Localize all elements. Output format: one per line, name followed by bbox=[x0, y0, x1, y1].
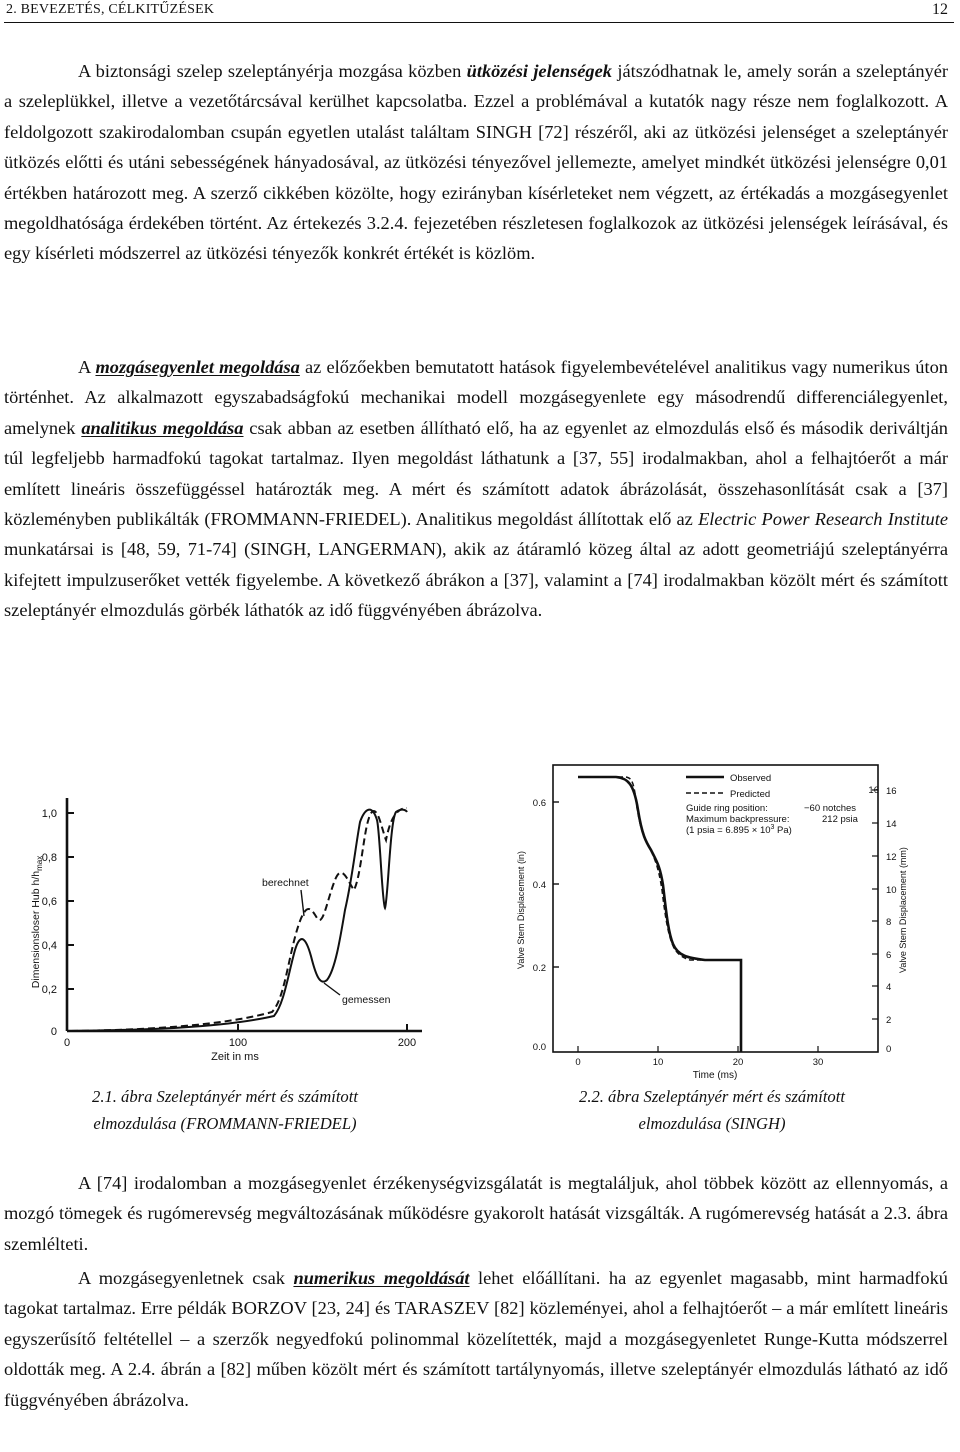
header-rule bbox=[4, 22, 954, 23]
y-tick-label-left: 0.4 bbox=[532, 880, 546, 891]
x-tick-label: 30 bbox=[812, 1057, 824, 1068]
x-tick-label: 0 bbox=[63, 1037, 71, 1049]
y-tick-label-right: 0 bbox=[886, 1044, 892, 1055]
predicted-curve bbox=[578, 777, 701, 960]
figure2-caption-line1: 2.2. ábra Szeleptányér mért és számított bbox=[579, 1087, 845, 1106]
unit-conversion: (1 psia = $6.895 \times 10^3$ Pa) bbox=[686, 824, 792, 836]
figure-frommann-friedel bbox=[22, 790, 432, 1070]
y-axis-label-right: Valve Stem Displacement (mm) bbox=[898, 847, 908, 973]
paragraph-collision bbox=[4, 56, 948, 269]
x-axis-label: Zeit in ms bbox=[211, 1051, 259, 1063]
y-tick-label-right: 4 bbox=[886, 982, 892, 993]
y-tick-label-right: 8 bbox=[886, 917, 892, 928]
y-tick-label-right: 16 bbox=[886, 786, 897, 797]
paragraph4-text-c: lehet előállítani. ha az egyenlet magasabb, mint harmadfokú tagokat tartalmaz. Erre példák BORZOV [23, 24] és TARASZEV [82] közleményei, ahol a felhajtóerőt – a már említett lineáris egyszerűsítő feltétellel – a szerzők negyedfokú polinommal közelítették, majd a mozgásegyenletet Runge-Kutta módszerrel oldották meg. A 2.4. ábrán a [82] műben közölt mért és számított tartálynyomás, illetve szeleptányér elmozdulás látható az idő függvényében ábrázolva. bbox=[4, 1268, 948, 1410]
figure1-caption bbox=[0, 1083, 450, 1137]
legend-predicted: Predicted bbox=[730, 789, 771, 800]
y-tick-label: 0 bbox=[50, 1026, 57, 1038]
paragraph1-emphasis: ütközési jelenségek bbox=[466, 61, 612, 81]
label-calculated: berechnet bbox=[262, 877, 309, 889]
figure2-caption-line2: elmozdulása (SINGH) bbox=[638, 1114, 786, 1133]
y-tick-label: 0,6 bbox=[41, 896, 57, 908]
figure1-caption-line2: elmozdulása (FROMMANN-FRIEDEL) bbox=[93, 1114, 357, 1133]
guide-ring-value: −60 notches bbox=[804, 803, 857, 814]
x-tick-label: 10 bbox=[652, 1057, 664, 1068]
paragraph2-text-g: munkatársai is [48, 59, 71-74] (SINGH, LANGERMAN), akik az átáramló közeg által az adott geometriájú szeleptányérra kifejtett impulzuserőket vették figyelembe. A következő ábrákon a [37], valamint a [74] irodalmakban közölt mért és számított szeleptányér elmozdulás görbék láthatók az idő függvényében ábrázolva. bbox=[4, 539, 948, 621]
backpressure-value: 212 psia bbox=[822, 814, 858, 825]
page-number: 12 bbox=[932, 1, 948, 18]
y-tick-label-left: 0.0 bbox=[532, 1042, 546, 1053]
y-tick-label-right: 6 bbox=[886, 950, 892, 961]
label-measured: gemessen bbox=[342, 994, 391, 1006]
x-tick-label: 0 bbox=[575, 1057, 581, 1068]
y-tick-label-right: 16 bbox=[868, 785, 879, 796]
x-tick-label: 100 bbox=[228, 1037, 248, 1049]
figure1-caption-line1: 2.1. ábra Szeleptányér mért és számított bbox=[92, 1087, 358, 1106]
y-tick-label-right: 14 bbox=[886, 819, 897, 830]
y-tick-label: 1,0 bbox=[41, 808, 57, 820]
x-tick-label: 200 bbox=[397, 1037, 417, 1049]
y-axis-label: Dimensionsloser Hub $h/h_{max}$ bbox=[30, 855, 44, 989]
y-tick-label-right: 10 bbox=[886, 885, 897, 896]
paragraph2-text-c: az előzőekben bemutatott hatások figyelembevételével analitikus vagy numerikus úton történhet. Az alkalmazott egyszabadságfokú mechanikai modell mozgásegyenlete egy másodrendű differenciálegyenlet, amelynek bbox=[4, 357, 948, 438]
paragraph4-text-a: A mozgásegyenletnek csak bbox=[78, 1268, 294, 1288]
paragraph-sensitivity: A [74] irodalomban a mozgásegyenlet érzékenységvizsgálatát is megtaláljuk, ahol többek között az ellennyomás, a mozgó tömegek és rugómerevség megváltozásának működésre gyakorolt hatását vizsgálták. A rugómerevség hatását a 2.3. ábra szemlélteti. bbox=[4, 1173, 948, 1254]
section-title: 2. BEVEZETÉS, CÉLKITŰZÉSEK bbox=[6, 2, 215, 17]
backpressure-label: Maximum backpressure: bbox=[686, 814, 790, 825]
figure-singh bbox=[510, 760, 930, 1082]
paragraph2-text-a: A bbox=[78, 357, 96, 377]
paragraph-solution bbox=[4, 352, 948, 626]
guide-ring-label: Guide ring position: bbox=[686, 803, 768, 814]
y-tick-label: 0,8 bbox=[41, 852, 57, 864]
y-tick-label-right: 12 bbox=[886, 852, 897, 863]
paragraph1-text-c: játszódhatnak le, amely során a szeleptányér a szeleplükkel, illetve a vezetőtárcsával kerülhet kapcsolatba. Ezzel a problémával a kutatók nagy része nem foglalkozott. A feldolgozott szakirodalomban csupán egyetlen utalást találtam SINGH [72] részéről, aki az ütközési jelenséget a szeleptányér ütközés előtti és utáni sebességének hányadosával, az ütközési tényezővel jellemezte, amelyet mindkét ütközési jelenségre 0,01 értékben határozott meg. A szerző cikkében közölte, hogy ezirányban kísérleteket nem végzett, az értékadás a mozgásegyenlet megoldhatósága érdekében történt. Az értekezés 3.2.4. fejezetében részletesen foglalkozok az ütközési jelenségek leírásával, és egy kísérleti módszerrel az ütközési tényezők konkrét értékét is közlöm. bbox=[4, 61, 948, 264]
paragraph-numeric bbox=[4, 1263, 948, 1415]
y-tick-label-left: 0.2 bbox=[532, 963, 546, 974]
y-tick-label: 0,4 bbox=[41, 940, 57, 952]
paragraph2-institute: Electric Power Research Institute bbox=[698, 509, 949, 530]
paragraph1-text-a: A biztonsági szelep szeleptányérja mozgása közben bbox=[78, 61, 467, 81]
paragraph2-emphasis-1: mozgásegyenlet megoldása bbox=[95, 357, 300, 377]
figure2-caption bbox=[482, 1083, 942, 1137]
paragraph2-text-e: csak abban az esetben állítható elő, ha az egyenlet az elmozdulás első és második deriváltján túl legfeljebb harmadfokú tagokat tartalmaz. Ilyen megoldást láthatunk a [37, 55] irodalmakban, ahol a felhajtóerőt a már említett lineáris összefüggéssel határozták meg. A mért és számított adatok ábrázolását, összehasonlítását csak a [37] közleményben publikálták (FROMMANN-FRIEDEL). Analitikus megoldást állítottak elő az bbox=[4, 417, 949, 530]
page-header bbox=[0, 0, 960, 22]
y-tick-label-left: 0.6 bbox=[532, 798, 546, 809]
y-tick-label: 0,2 bbox=[41, 984, 57, 996]
legend-observed: Observed bbox=[730, 773, 772, 784]
paragraph2-emphasis-2: analitikus megoldása bbox=[81, 417, 244, 438]
x-tick-label: 20 bbox=[732, 1057, 744, 1068]
x-axis-label: Time (ms) bbox=[692, 1070, 738, 1081]
paragraph4-emphasis: numerikus megoldását bbox=[293, 1268, 470, 1288]
y-axis-label-left: Valve Stem Displacement (in) bbox=[516, 851, 526, 969]
y-tick-label-right: 2 bbox=[886, 1015, 892, 1026]
